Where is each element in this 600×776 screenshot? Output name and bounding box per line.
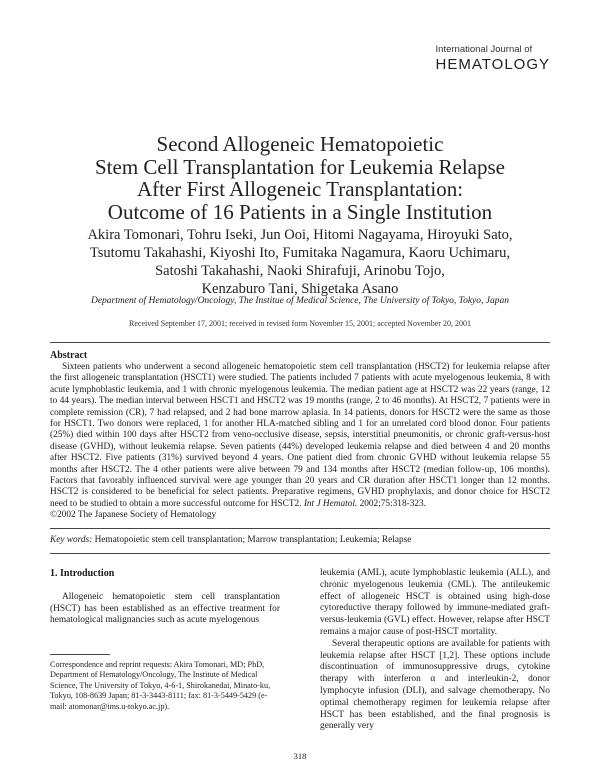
keywords [50,535,550,545]
author-line: Satoshi Takahashi, Naoki Shirafuji, Arinobu Tojo, [155,263,445,279]
author-line: Tsutomu Takahashi, Kiyoshi Ito, Fumitaka Nagamura, Kaoru Uchimaru, [89,245,511,261]
divider [50,342,550,343]
journal-header [436,44,550,73]
paragraph: leukemia (AML), acute lymphoblastic leukemia (ALL), and chronic myelogenous leukemia (CML). The antileukemic effect of allogeneic HSCT is obtained using high-dose cytoreductive therapy followed by immune-mediated graft-versus-leukemia (GVL) effect. However, relapse after HSCT remains a major cause of post-HSCT mortality. [320,568,550,637]
title-line: Outcome of 16 Patients in a Single Institution [107,199,493,224]
right-column [320,568,550,733]
journal-name-line2: HEMATOLOGY [435,56,550,73]
received-dates: Received September 17, 2001; received in revised form November 15, 2001; accepted November 20, 2001 [129,319,471,328]
author-list [40,226,560,298]
citation-journal: Int J Hematol. [303,498,358,509]
correspondence-footnote: Correspondence and reprint requests: Akira Tomonari, MD; PhD, Department of Hematology/Oncology, The Institute of Medical Science, The University of Tokyo, 4-6-1, Shirokanedai, Minato-ku, Tokyo, 108-8639 Japan; 81-3-3443-8111; fax: 81-3-5449-5429 (e-mail: atomonar@ims.u-tokyo.ac.jp). [50,660,271,711]
page-number: 318 [293,751,307,761]
copyright: ©2002 The Japanese Society of Hematology [50,510,217,521]
citation-details: 2002;75:318-323. [359,498,426,509]
keywords-text: Hematopoietic stem cell transplantation; Marrow transplantation; Leukemia; Relapse [94,535,412,545]
abstract-body [50,362,550,522]
article-title [40,133,560,223]
abstract-text: Sixteen patients who underwent a second allogeneic hematopoietic stem cell transplantation (HSCT2) for leukemia relapse after the first allogeneic transplantation (HSCT1) were studied. The patients included 7 patients with acute myelogenous leukemia, 8 with acute lymphoblastic leukemia, and 1 with chronic myelogenous leukemia. The median patient age at HSCT2 was 22 years (range, 12 to 44 years). The median interval between HSCT1 and HSCT2 was 19 months (range, 2 to 46 months). At HSCT2, 7 patients were in complete remission (CR), 7 had relapsed, and 2 had bone marrow aplasia. In 14 patients, donors for HSCT2 were the same as those for HSCT1. Two donors were replaced, 1 for another HLA-matched sibling and 1 for an unrelated cord blood donor. Four patients (25%) died within 100 days after HSCT2 from veno-occlusive disease, sepsis, interstitial pneumonitis, or chronic graft-versus-host disease (GVHD), without leukemia relapse. Seven patients (44%) developed leukemia relapse and died between 4 and 20 months after HSCT2. Five patients (31%) survived beyond 4 years. One patient died from chronic GVHD without leukemia relapse 55 months after HSCT2. The 4 other patients were alive between 79 and 134 months after HSCT2 (median follow-up, 106 months). Factors that favorably influenced survival were age younger than 20 years and CR duration after HSCT1 longer than 12 months. HSCT2 is considered to be beneficial for select patients. Preparative regimens, GVHD prophylaxis, and donor choice for HSCT2 need to be studied to obtain a more successful outcome for HSCT2. [50,362,550,509]
journal-name-line1: International Journal of [435,44,533,55]
author-line: Akira Tomonari, Tohru Iseki, Jun Ooi, Hitomi Nagayama, Hiroyuki Sato, [87,227,513,243]
paragraph: Several therapeutic options are available for patients with leukemia relapse after HSCT [1,2]. These options include discontinuation of immunosuppressive drugs, cytokine therapy with interferon α and interleukin-2, donor lymphocyte infusion (DLI), and salvage chemotherapy. No optimal chemotherapy regimen for leukemia relapse after HSCT has been established, and the final prognosis is generally very [320,638,550,732]
title-line: Second Allogeneic Hematopoietic [156,132,444,156]
section-heading: 1. Introduction [50,568,115,579]
divider [50,528,550,529]
affiliation: Department of Hematology/Oncology, The Institue of Medical Science, The University of Tokyo, Tokyo, Japan [90,296,509,306]
left-column [50,568,280,627]
divider [50,553,550,554]
author-line: Kenzaburo Tani, Shigetaka Asano [201,281,399,297]
keywords-label: Key words: [50,535,93,545]
title-line: Stem Cell Transplantation for Leukemia Relapse [94,154,505,179]
title-line: After First Allogeneic Transplantation: [136,177,464,201]
abstract-heading: Abstract [50,350,88,361]
footnote-divider [50,654,110,655]
paragraph: Allogeneic hematopoietic stem cell transplantation (HSCT) has been established as an effective treatment for hematological malignancies such as acute myelogenous [50,591,280,626]
